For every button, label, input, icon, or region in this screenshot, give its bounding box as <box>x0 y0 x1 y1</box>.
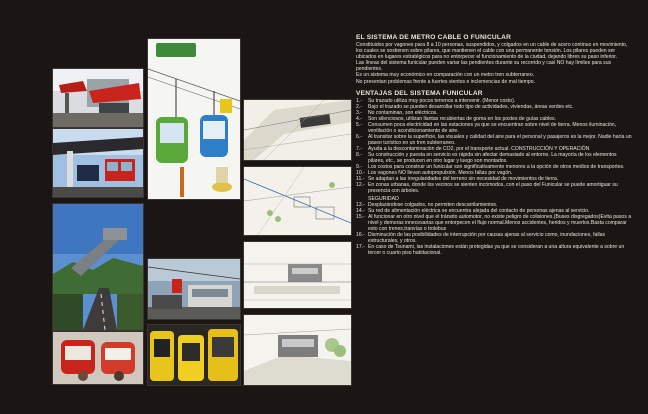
list-item: 14.- Su red de alimentación eléctrica se encuentra alejada del contacto de personas ajenas al servicio. <box>356 207 590 214</box>
list-item: 9.- Los costos para construir un funicular son significativamente menores a la opción de otros medios de transportes. <box>356 163 625 170</box>
list-item: 1.- Su trazado utiliza muy pocos terrenos a intervenir. (Menor costo). <box>356 97 516 104</box>
elevation-diagram-1 <box>243 241 352 309</box>
section-diagram <box>243 314 352 386</box>
text-panel <box>356 34 632 256</box>
station-photo-red-roof <box>52 68 144 128</box>
list-item: 3.- No contaminan, son eléctricos. <box>356 109 438 116</box>
section-title-metro-cable: EL SISTEMA DE METRO CABLE O FUNICULAR <box>356 34 512 41</box>
paragraph: No presentan problemas frente a fuertes vientos e inclemencias de mal tiempo. <box>356 78 535 85</box>
list-item: 2.- Bajo el trazado se pueden desarrollar todo tipo de actividades, viviendas, áreas verdes etc. <box>356 103 574 110</box>
list-item: 16.- Disminución de las posibilidades de interrupción por causas ajenas al servicio como, inundaciones, fallas estructurales, y otros. <box>356 231 605 244</box>
list-item: 7.- Ayuda a la descontaminación de CO2, por el transporte actual. CONSTRUCCIÓN Y OPERACIÓN <box>356 145 590 152</box>
list-item: 8.- Su construcción y puesta en servicio es rápida sin afectar demasiado al entorno. La mayoría de los elementos pilares, etc., se producen en otro lugar y luego son montados. <box>356 151 617 164</box>
list-item: 5.- Consumen poca electricidad en las estaciones ya que se encuentran sobre nivel de tierra. Menos iluminación, ventilación o acondicionamiento de aire. <box>356 121 617 134</box>
yellow-cabins-photo <box>147 324 241 386</box>
section-title-ventajas: VENTAJAS DEL SISTEMA FUNICULAR <box>356 89 483 97</box>
list-item: 15.- Al funcionar en otro nivel que el tránsito automotor, no existe peligro de colisiones.(Buses disgregados)Evita pasos a nivel y demoras innecesarias que entorpecen el flujo normal.Menos accidentes, heridos y muertos.Basta comparar esto con trenes,tranvías o trolebus <box>356 213 632 232</box>
safety-list <box>356 202 632 256</box>
paragraph: Es un sistema muy económico en comparación con un metro tren subterraneo. <box>356 72 535 79</box>
paragraph: Las líneas del sistema funicular pueden variar las pendientes durante su recorrido y casi NO hay límites para sus pendientes. <box>356 60 612 73</box>
cabin-passengers-photo <box>52 331 144 385</box>
site-plan-diagram-2 <box>243 166 352 236</box>
list-item: 6.- Al transitar sobre la superficie, las visuales y calidad del aire para el personal y pasajeros es la mejor. Nadie haría un paseo turístico en un tren subterraneo. <box>356 133 632 146</box>
advantages-list <box>356 98 632 194</box>
list-item: 4.- Son silenciosos, utilizan llantas recubiertas de goma en los postes de guías cables. <box>356 115 557 122</box>
list-item: 13.- Desplazándose colgados, no permiten descarrilamientos. <box>356 201 498 208</box>
site-plan-diagram-1 <box>243 99 352 161</box>
cable-car-illustration <box>147 38 241 200</box>
list-item: 12.- En zonas urbanas, donde los vecinos se sienten incómodos, con el paso del Funicular se puede amortiguar su presencia con árboles. <box>356 181 618 194</box>
list-item: 10.- Los vagones NO llevan autopropulsión. Menos fallas por vagón. <box>356 169 513 176</box>
subheading-seguridad: SEGURIDAD <box>368 195 399 202</box>
list-item: 17.- En caso de Tsunami, las instalaciones están protegidas ya que se consideran a una altura equivalente a sobre un tercer o cuarto piso habitacional. <box>356 243 625 256</box>
list-item: 11.- Se adaptan a las irregularidades del terreno sin necesidad de movimientos de tierra. <box>356 175 559 182</box>
station-bus-photo <box>147 258 241 320</box>
paragraph: Constituidos por vagones para 8 a 10 personas, suspendidos, y colgados en un cable de acero continuo en movimiento, los cuales se sostienen sobre pilares, que mantienen el cable con una permanente tensión. Los pilares pueden ser ubicados en lugares estratégicos para no entorpecer el funcionamiento de la ciudad, dejando libres su paso inferior. <box>356 42 628 61</box>
station-photo-pylon <box>52 128 144 198</box>
cable-car-tower-photo <box>52 203 144 331</box>
